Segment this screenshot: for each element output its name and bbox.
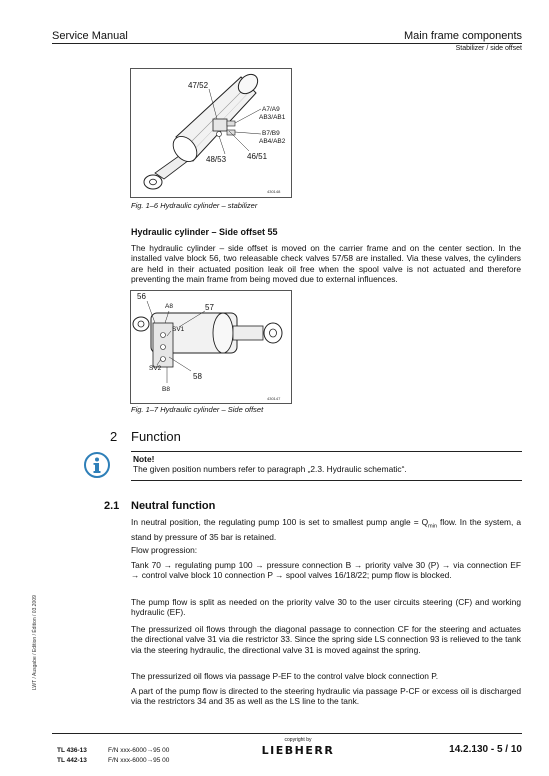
fig1-label-a7-a9: A7/A9 <box>262 106 280 113</box>
fig1-label-ab3-ab1: AB3/AB1 <box>259 114 286 121</box>
fig2-label-58: 58 <box>193 372 202 381</box>
figure-stabilizer <box>130 68 292 198</box>
footer-model-1: TL 436-13 <box>57 747 87 754</box>
footer-model-2: TL 442-13 <box>57 757 87 764</box>
footer-fn-2: F/N xxx-6000→95 00 <box>108 757 170 764</box>
edition-side-note: LWT / Ausgabe / Edition / Édition / 03.2009 <box>32 595 38 690</box>
neutral-paragraph-3: Tank 70 → regulating pump 100 → pressure connection B → priority valve 30 (P) → via connection EF → control valve block 10 connection P → spool valves 16/18/22; pump flow is blocked. <box>131 560 521 581</box>
section21-title: Neutral function <box>131 500 216 512</box>
side-offset-cylinder-drawing <box>131 291 291 403</box>
section21-number: 2.1 <box>104 500 120 512</box>
neutral-p1-sub: min <box>428 523 438 530</box>
section2-number: 2 <box>110 429 118 444</box>
figure1-caption-prefix: Fig. 1–6 <box>131 201 159 210</box>
footer-copyright: copyright by <box>284 737 312 743</box>
neutral-paragraph-7: A part of the pump flow is directed to the steering hydraulic via passage P-CF or excess oil is discharged via the restrictors 34 and 35 as well as the LS line to the tank. <box>131 686 521 707</box>
figure2-caption-prefix: Fig. 1–7 <box>131 405 159 414</box>
stabilizer-cylinder-drawing <box>131 69 291 197</box>
neutral-p1-pre: In neutral position, the regulating pump 100 is set to smallest pump angle = Q <box>131 517 429 527</box>
neutral-paragraph-2: Flow progression: <box>131 545 198 555</box>
fig2-id: 430147 <box>267 396 281 401</box>
figure2-caption-text: Hydraulic cylinder – Side offset <box>160 405 264 414</box>
fig1-label-48-53: 48/53 <box>206 155 227 164</box>
liebherr-logo: LIEBHERR <box>261 744 335 757</box>
note-rule-bottom <box>131 480 522 481</box>
figure-side-offset <box>130 290 292 404</box>
fig1-id: 430148 <box>267 189 281 194</box>
note-title: Note! <box>133 454 155 464</box>
neutral-paragraph-6: The pressurized oil flows via passage P-EF to the control valve block connection P. <box>131 671 439 681</box>
fig1-label-47-52: 47/52 <box>188 81 209 90</box>
header-right: Main frame components <box>404 30 522 42</box>
note-text: The given position numbers refer to paragraph „2.3. Hydraulic schematic“. <box>133 464 407 474</box>
neutral-paragraph-1 <box>131 517 521 542</box>
section2-title: Function <box>131 429 181 444</box>
fig2-label-sv2: SV2 <box>149 365 162 372</box>
fig2-label-56: 56 <box>137 292 146 301</box>
side-offset-title: Hydraulic cylinder – Side offset 55 <box>131 227 278 237</box>
fig1-label-b7-b9: B7/B9 <box>262 130 280 137</box>
side-offset-body: The hydraulic cylinder – side offset is moved on the carrier frame and on the center section. In the installed valve block 56, two releasable check valves 57/58 are installed. Via these valves, the cylinders are held in their actuated position leak oil free when the spool valve is not actuated and therefore preventing the main frame from being moved due to external influences. <box>131 243 521 284</box>
footer-rule <box>52 733 522 734</box>
header-rule <box>52 43 522 44</box>
neutral-paragraph-4: The pump flow is split as needed on the priority valve 30 to the user circuits steering (CF) and working hydraulic (EF). <box>131 597 521 618</box>
fig2-label-b8: B8 <box>162 386 170 393</box>
header-sub: Stabilizer / side offset <box>455 45 522 52</box>
header-left: Service Manual <box>52 30 128 42</box>
info-icon <box>84 452 110 478</box>
fig2-label-sv1: SV1 <box>172 326 185 333</box>
neutral-p1-post: flow. In the system, a stand by pressure of 35 bar is retained. <box>131 517 521 542</box>
figure2-caption <box>131 405 263 414</box>
neutral-paragraph-5: The pressurized oil flows through the diagonal passage to connection CF for the steering and actuates the directional valve 31 via die restrictor 33. Since the spring side LS connection 93 is relieved to the tank via the steering hydraulic, the directional valve 31 is moved against the spring. <box>131 624 521 655</box>
note-rule-top <box>131 451 522 452</box>
fig2-label-57: 57 <box>205 303 214 312</box>
figure1-caption <box>131 201 257 210</box>
fig1-label-46-51: 46/51 <box>247 152 268 161</box>
fig1-label-ab4-ab2: AB4/AB2 <box>259 138 286 145</box>
page-number: 14.2.130 - 5 / 10 <box>449 744 522 755</box>
figure1-caption-text: Hydraulic cylinder – stabilizer <box>160 201 258 210</box>
fig2-label-a8: A8 <box>165 303 173 310</box>
footer-fn-1: F/N xxx-6000→95 00 <box>108 747 170 754</box>
